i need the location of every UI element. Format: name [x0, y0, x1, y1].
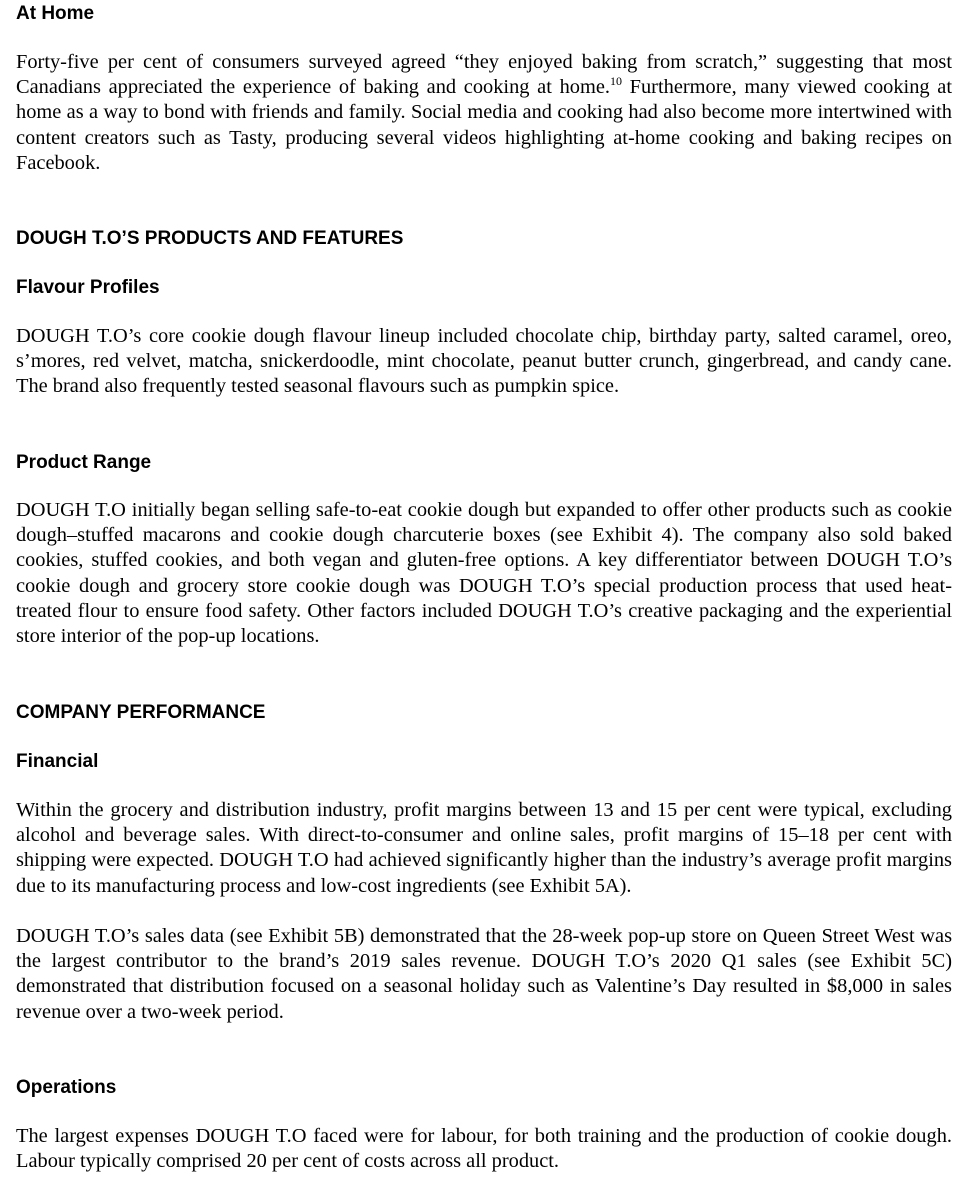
operations-heading: Operations: [16, 1077, 117, 1098]
products-features-heading: DOUGH T.O’S PRODUCTS AND FEATURES: [16, 228, 404, 249]
section-products-features: [16, 226, 952, 251]
product-range-heading: Product Range: [16, 452, 152, 473]
at-home-paragraph-block: [16, 50, 952, 176]
financial-paragraph-2: DOUGH T.O’s sales data (see Exhibit 5B) demonstrated that the 28-week pop-up store on Queen Street West was the largest contributor to the brand’s 2019 sales revenue. DOUGH T.O’s 2020 Q1 sales (see Exhibit 5C) demonstrated that distribution focused on a seasonal holiday such as Valentine’s Day resulted in $8,000 in sales revenue over a two-week period.: [16, 925, 952, 1023]
product-range-paragraph-block: [16, 498, 952, 649]
at-home-paragraph: [16, 50, 952, 176]
at-home-heading: At Home: [16, 3, 95, 24]
heading-financial: [16, 749, 952, 774]
flavour-profiles-heading: Flavour Profiles: [16, 277, 160, 298]
section-company-performance: [16, 700, 952, 725]
financial-paragraph-1: Within the grocery and distribution industry, profit margins between 13 and 15 per cent were typical, excluding alcohol and beverage sales. With direct-to-consumer and online sales, profit margins of 15–18 per cent with shipping were expected. DOUGH T.O had achieved significantly higher than the industry’s average profit margins due to its manufacturing process and low-cost ingredients (see Exhibit 5A).: [16, 799, 952, 897]
footnote-marker: 10: [609, 74, 622, 89]
heading-flavour-profiles: [16, 275, 952, 300]
flavour-profiles-paragraph: DOUGH T.O’s core cookie dough flavour lineup included chocolate chip, birthday party, salted caramel, oreo, s’mores, red velvet, matcha, snickerdoodle, mint chocolate, peanut butter crunch, gingerbread, and candy cane. The brand also frequently tested seasonal flavours such as pumpkin spice.: [16, 325, 952, 398]
heading-operations: [16, 1075, 952, 1100]
financial-heading: Financial: [16, 751, 99, 772]
product-range-paragraph: DOUGH T.O initially began selling safe-to-eat cookie dough but expanded to offer other products such as cookie dough–stuffed macarons and cookie dough charcuterie boxes (see Exhibit 4). The company also sold baked cookies, stuffed cookies, and both vegan and gluten-free options. A key differentiator between DOUGH T.O’s cookie dough and grocery store cookie dough was DOUGH T.O’s special production process that used heat-treated flour to ensure food safety. Other factors included DOUGH T.O’s creative packaging and the experiential store interior of the pop-up locations.: [16, 499, 952, 648]
at-home-text-part2: Furthermore, many viewed cooking at home as a way to bond with friends and family. Social media and cooking had also become more intertwined with content creators such as Tasty, producing several videos highlighting at-home cooking and baking recipes on Facebook.: [16, 76, 952, 174]
operations-paragraph: The largest expenses DOUGH T.O faced were for labour, for both training and the production of cookie dough. Labour typically comprised 20 per cent of costs across all product.: [16, 1125, 952, 1173]
company-performance-heading: COMPANY PERFORMANCE: [16, 702, 266, 723]
at-home-text-part1: Forty-five per cent of consumers surveyed agreed “they enjoyed baking from scratch,” suggesting that most Canadians appreciated the experience of baking and cooking at home.: [16, 51, 952, 99]
heading-product-range: [16, 450, 952, 475]
financial-paragraph-1-block: [16, 798, 952, 899]
operations-paragraph-block: [16, 1124, 952, 1174]
flavour-profiles-paragraph-block: [16, 324, 952, 400]
heading-at-home: [16, 1, 952, 26]
financial-paragraph-2-block: [16, 924, 952, 1025]
